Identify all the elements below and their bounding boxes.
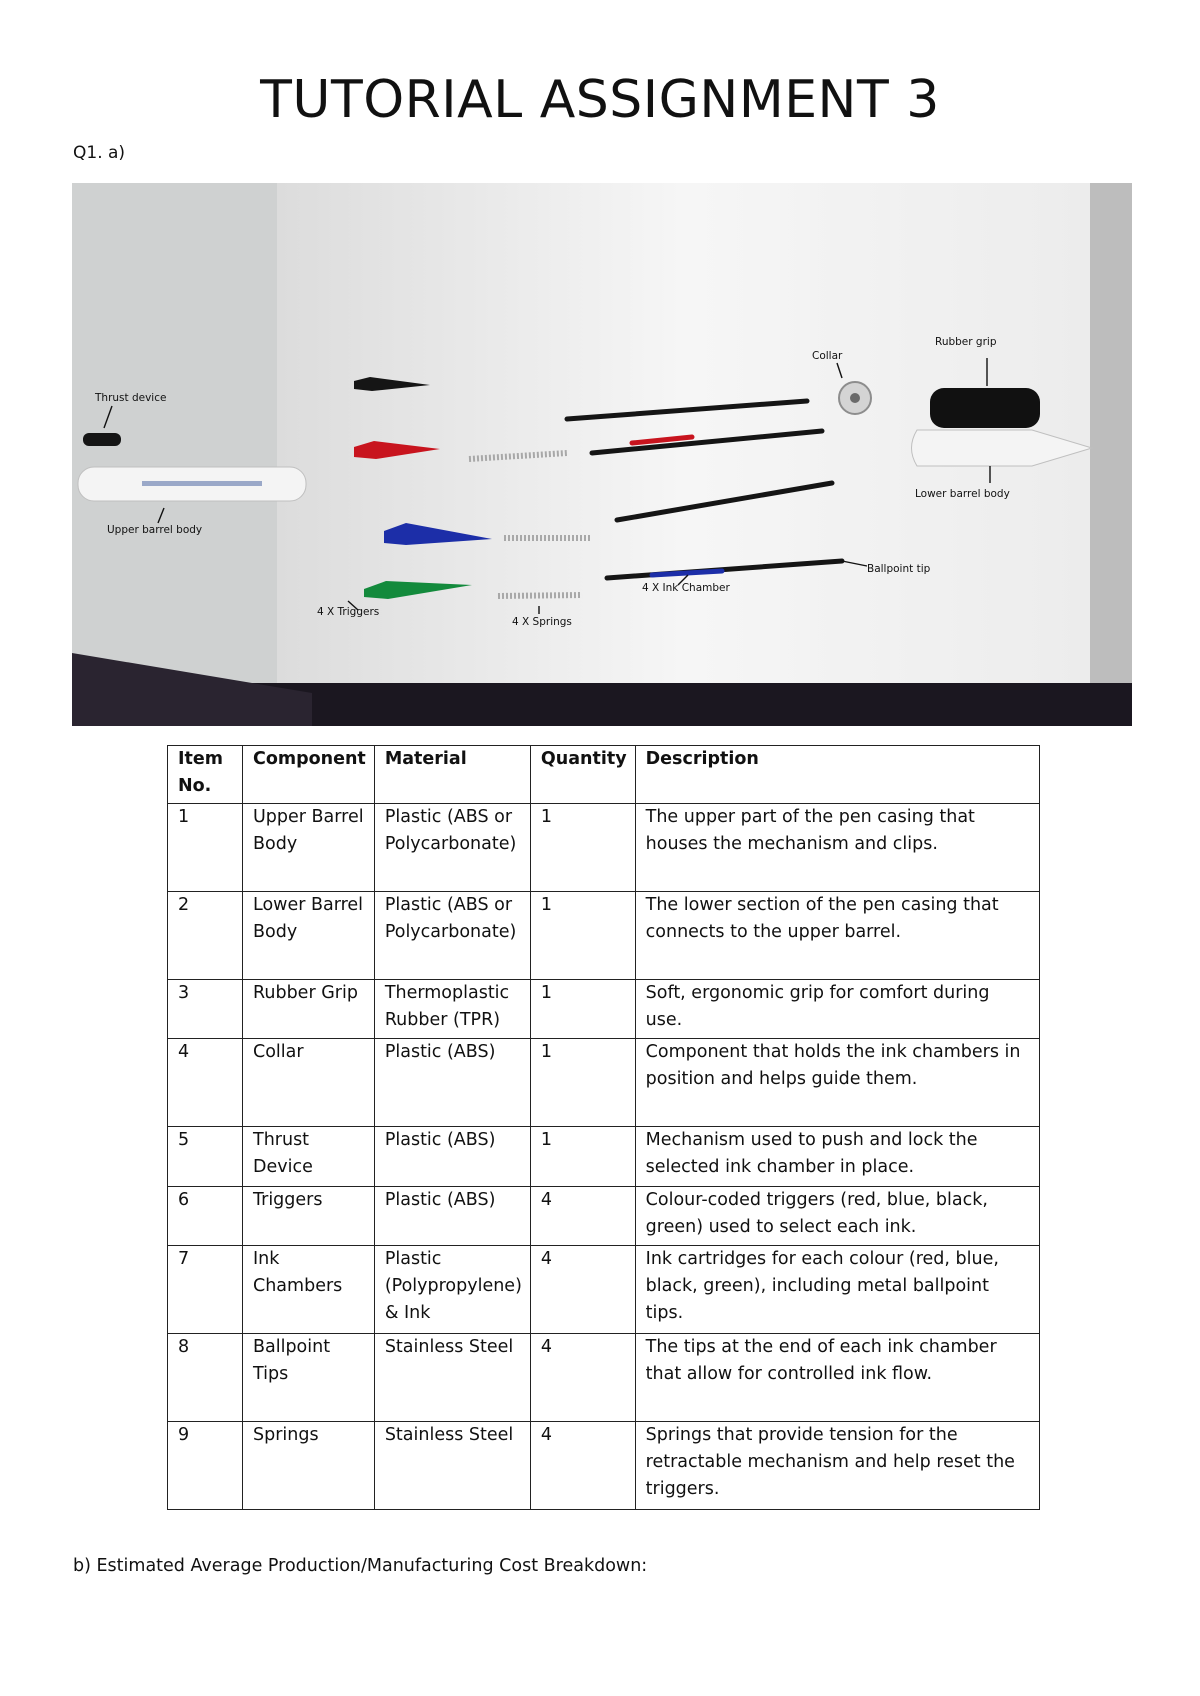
label-triggers: 4 X Triggers <box>317 606 380 618</box>
cell-description: Ink cartridges for each colour (red, blue, black, green), including metal ballpoint tips. <box>635 1246 1039 1334</box>
cell-description: Springs that provide tension for the retractable mechanism and help reset the triggers. <box>635 1422 1039 1510</box>
cell-description: The upper part of the pen casing that houses the mechanism and clips. <box>635 804 1039 892</box>
header-description: Description <box>635 746 1039 804</box>
table-header-row <box>168 746 1040 804</box>
cell-material: Plastic (ABS) <box>374 1187 530 1246</box>
cell-item-no: 5 <box>168 1127 243 1187</box>
cell-component: Triggers <box>243 1187 375 1246</box>
components-table <box>167 745 1040 1510</box>
header-material: Material <box>374 746 530 804</box>
cell-material: Plastic (ABS) <box>374 1127 530 1187</box>
cell-quantity: 1 <box>530 1127 635 1187</box>
table-row <box>168 1334 1040 1422</box>
cell-component: Thrust Device <box>243 1127 375 1187</box>
pen-components-photo <box>72 183 1132 726</box>
label-ballpoint-tip: Ballpoint tip <box>867 563 931 575</box>
header-quantity: Quantity <box>530 746 635 804</box>
cell-description: The lower section of the pen casing that connects to the upper barrel. <box>635 892 1039 980</box>
cell-description: Component that holds the ink chambers in position and helps guide them. <box>635 1039 1039 1127</box>
cell-material: Stainless Steel <box>374 1422 530 1510</box>
cell-quantity: 1 <box>530 980 635 1039</box>
cell-quantity: 1 <box>530 804 635 892</box>
cell-item-no: 6 <box>168 1187 243 1246</box>
question-b-label: b) Estimated Average Production/Manufacturing Cost Breakdown: <box>73 1556 648 1576</box>
cell-description: Colour-coded triggers (red, blue, black, green) used to select each ink. <box>635 1187 1039 1246</box>
cell-quantity: 1 <box>530 892 635 980</box>
cell-quantity: 4 <box>530 1334 635 1422</box>
cell-item-no: 7 <box>168 1246 243 1334</box>
cell-item-no: 3 <box>168 980 243 1039</box>
cell-item-no: 1 <box>168 804 243 892</box>
label-ink-chamber: 4 X Ink Chamber <box>642 582 730 594</box>
thrust-device <box>83 433 121 446</box>
cell-component: Upper Barrel Body <box>243 804 375 892</box>
cell-quantity: 4 <box>530 1422 635 1510</box>
label-rubber-grip: Rubber grip <box>935 336 997 348</box>
cell-quantity: 4 <box>530 1187 635 1246</box>
page-title: TUTORIAL ASSIGNMENT 3 <box>260 70 940 130</box>
cell-material: Plastic (ABS or Polycarbonate) <box>374 804 530 892</box>
label-springs: 4 X Springs <box>512 616 572 628</box>
cell-material: Thermoplastic Rubber (TPR) <box>374 980 530 1039</box>
table-row <box>168 1422 1040 1510</box>
cell-component: Rubber Grip <box>243 980 375 1039</box>
header-component: Component <box>243 746 375 804</box>
cell-component: Ballpoint Tips <box>243 1334 375 1422</box>
cell-quantity: 4 <box>530 1246 635 1334</box>
cell-item-no: 9 <box>168 1422 243 1510</box>
table-row <box>168 1246 1040 1334</box>
cell-component: Lower Barrel Body <box>243 892 375 980</box>
cell-material: Plastic (ABS) <box>374 1039 530 1127</box>
label-thrust-device: Thrust device <box>95 392 167 404</box>
table-row <box>168 1039 1040 1127</box>
cell-item-no: 4 <box>168 1039 243 1127</box>
table-row <box>168 1187 1040 1246</box>
table-row <box>168 892 1040 980</box>
cell-description: Mechanism used to push and lock the selected ink chamber in place. <box>635 1127 1039 1187</box>
label-lower-barrel: Lower barrel body <box>915 488 1010 500</box>
cell-material: Stainless Steel <box>374 1334 530 1422</box>
label-collar: Collar <box>812 350 843 362</box>
cell-component: Ink Chambers <box>243 1246 375 1334</box>
label-upper-barrel: Upper barrel body <box>107 524 203 536</box>
cell-material: Plastic (Polypropylene) & Ink <box>374 1246 530 1334</box>
cell-material: Plastic (ABS or Polycarbonate) <box>374 892 530 980</box>
cell-item-no: 2 <box>168 892 243 980</box>
rubber-grip <box>930 388 1040 428</box>
table-row <box>168 980 1040 1039</box>
cell-description: The tips at the end of each ink chamber that allow for controlled ink flow. <box>635 1334 1039 1422</box>
table-row <box>168 1127 1040 1187</box>
cell-quantity: 1 <box>530 1039 635 1127</box>
table-row <box>168 804 1040 892</box>
question-a-label: Q1. a) <box>73 143 126 163</box>
cell-component: Collar <box>243 1039 375 1127</box>
header-item-no: Item No. <box>168 746 243 804</box>
cell-description: Soft, ergonomic grip for comfort during use. <box>635 980 1039 1039</box>
cell-item-no: 8 <box>168 1334 243 1422</box>
cell-component: Springs <box>243 1422 375 1510</box>
